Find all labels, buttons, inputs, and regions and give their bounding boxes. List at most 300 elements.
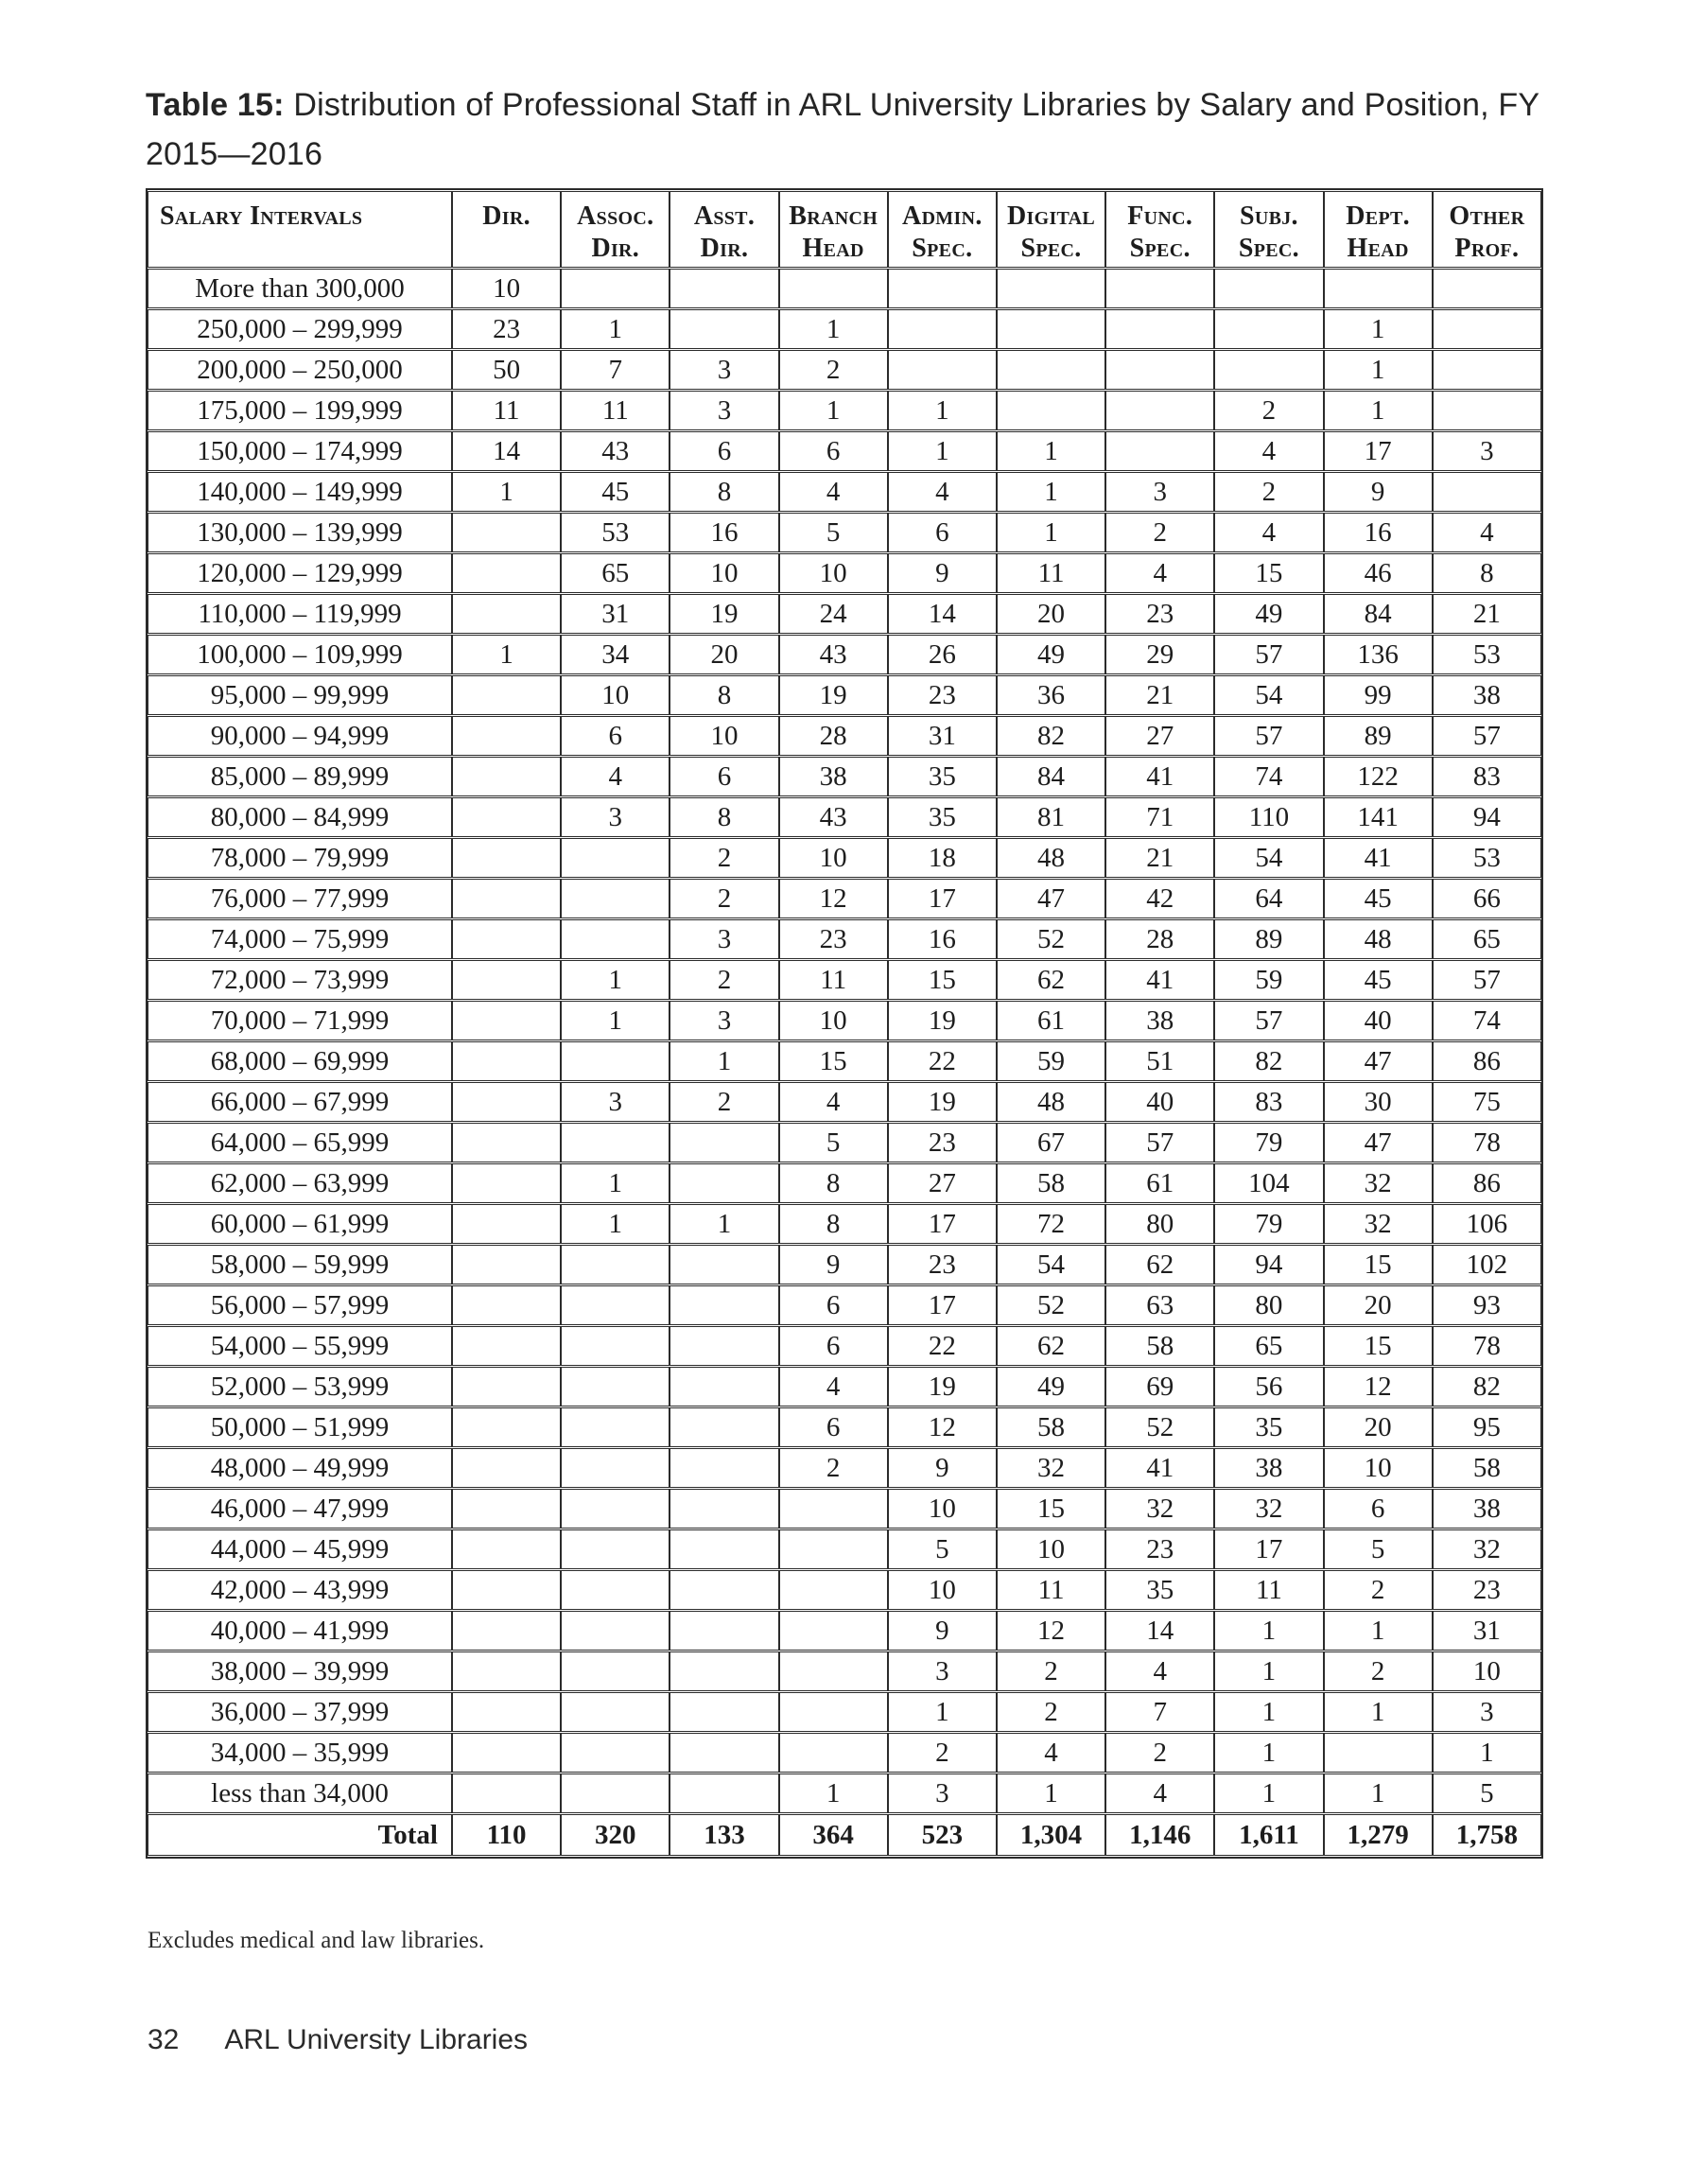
- count-cell: 16: [1324, 513, 1433, 552]
- count-cell: 3: [670, 391, 778, 430]
- count-cell: [452, 1448, 561, 1488]
- table-row: [148, 1123, 1541, 1162]
- count-cell: 1: [1324, 1773, 1433, 1813]
- count-cell: 43: [779, 635, 888, 674]
- salary-interval-cell: 48,000 – 49,999: [148, 1448, 452, 1488]
- count-cell: 21: [1105, 675, 1214, 715]
- count-cell: 74: [1214, 757, 1323, 796]
- salary-interval-cell: 95,000 – 99,999: [148, 675, 452, 715]
- count-cell: [452, 1529, 561, 1569]
- count-cell: [452, 960, 561, 1000]
- table-row: [148, 1773, 1541, 1813]
- count-cell: 11: [1214, 1570, 1323, 1610]
- table-row: [148, 1692, 1541, 1732]
- table-row: [148, 309, 1541, 349]
- count-cell: 10: [561, 675, 670, 715]
- count-cell: [561, 1611, 670, 1651]
- salary-interval-cell: 68,000 – 69,999: [148, 1041, 452, 1081]
- count-cell: 8: [670, 797, 778, 837]
- count-cell: [670, 1326, 778, 1366]
- count-cell: 17: [888, 1204, 997, 1244]
- count-cell: 4: [1433, 513, 1541, 552]
- count-cell: 1: [561, 309, 670, 349]
- count-cell: 10: [452, 269, 561, 308]
- table-row: [148, 1611, 1541, 1651]
- count-cell: [1433, 350, 1541, 390]
- salary-interval-cell: 38,000 – 39,999: [148, 1651, 452, 1691]
- count-cell: 11: [997, 553, 1105, 593]
- count-cell: 48: [997, 1082, 1105, 1122]
- count-cell: 11: [779, 960, 888, 1000]
- count-cell: 57: [1214, 635, 1323, 674]
- count-cell: 9: [1324, 472, 1433, 512]
- count-cell: 12: [997, 1611, 1105, 1651]
- count-cell: 72: [997, 1204, 1105, 1244]
- total-value-cell: 1,146: [1105, 1814, 1214, 1856]
- count-cell: 62: [997, 1326, 1105, 1366]
- count-cell: 17: [1324, 431, 1433, 471]
- count-cell: 83: [1214, 1082, 1323, 1122]
- table-header: [148, 191, 1541, 268]
- count-cell: 32: [1433, 1529, 1541, 1569]
- count-cell: 1: [1433, 1733, 1541, 1773]
- count-cell: 10: [779, 553, 888, 593]
- count-cell: 41: [1105, 960, 1214, 1000]
- count-cell: 81: [997, 797, 1105, 837]
- count-cell: 23: [1433, 1570, 1541, 1610]
- count-cell: 52: [997, 1285, 1105, 1325]
- count-cell: 20: [1324, 1407, 1433, 1447]
- column-header-salary-intervals: Salary Intervals: [148, 191, 452, 268]
- count-cell: 23: [452, 309, 561, 349]
- count-cell: 2: [1214, 472, 1323, 512]
- count-cell: 4: [561, 757, 670, 796]
- salary-interval-cell: 56,000 – 57,999: [148, 1285, 452, 1325]
- count-cell: 86: [1433, 1041, 1541, 1081]
- count-cell: [561, 838, 670, 878]
- salary-interval-cell: 130,000 – 139,999: [148, 513, 452, 552]
- count-cell: [561, 1326, 670, 1366]
- count-cell: 10: [1433, 1651, 1541, 1691]
- table-row: [148, 1651, 1541, 1691]
- total-row: [148, 1814, 1541, 1856]
- count-cell: 1: [561, 1163, 670, 1203]
- column-header: Dir.: [452, 191, 561, 268]
- count-cell: 51: [1105, 1041, 1214, 1081]
- table-row: [148, 716, 1541, 756]
- count-cell: 10: [888, 1489, 997, 1529]
- count-cell: [452, 1041, 561, 1081]
- count-cell: [561, 269, 670, 308]
- total-value-cell: 523: [888, 1814, 997, 1856]
- count-cell: 62: [997, 960, 1105, 1000]
- salary-interval-cell: less than 34,000: [148, 1773, 452, 1813]
- count-cell: 93: [1433, 1285, 1541, 1325]
- count-cell: 80: [1214, 1285, 1323, 1325]
- count-cell: 3: [888, 1651, 997, 1691]
- count-cell: 5: [888, 1529, 997, 1569]
- count-cell: [561, 1367, 670, 1406]
- count-cell: 1: [670, 1204, 778, 1244]
- table-footnote: Excludes medical and law libraries.: [148, 1928, 485, 1953]
- count-cell: 57: [1214, 1001, 1323, 1040]
- count-cell: [561, 879, 670, 918]
- count-cell: [1214, 269, 1323, 308]
- count-cell: [1105, 269, 1214, 308]
- total-value-cell: 1,279: [1324, 1814, 1433, 1856]
- count-cell: 2: [997, 1692, 1105, 1732]
- column-header: Asst. Dir.: [670, 191, 778, 268]
- count-cell: 2: [888, 1733, 997, 1773]
- count-cell: 1: [561, 1001, 670, 1040]
- count-cell: [452, 1489, 561, 1529]
- count-cell: 6: [779, 1326, 888, 1366]
- count-cell: [452, 838, 561, 878]
- page-number: 32: [148, 2024, 180, 2055]
- page-footer: [148, 2024, 528, 2056]
- count-cell: 6: [1324, 1489, 1433, 1529]
- count-cell: 1: [1324, 350, 1433, 390]
- count-cell: 43: [561, 431, 670, 471]
- count-cell: 3: [561, 1082, 670, 1122]
- count-cell: 6: [779, 431, 888, 471]
- count-cell: 47: [1324, 1041, 1433, 1081]
- count-cell: 23: [888, 1245, 997, 1284]
- count-cell: 1: [997, 472, 1105, 512]
- count-cell: 1: [997, 1773, 1105, 1813]
- salary-interval-cell: 78,000 – 79,999: [148, 838, 452, 878]
- count-cell: 65: [1214, 1326, 1323, 1366]
- count-cell: 50: [452, 350, 561, 390]
- table-row: [148, 797, 1541, 837]
- count-cell: 4: [1105, 553, 1214, 593]
- count-cell: 54: [1214, 675, 1323, 715]
- count-cell: 89: [1214, 919, 1323, 959]
- count-cell: 1: [1214, 1692, 1323, 1732]
- count-cell: 58: [1105, 1326, 1214, 1366]
- count-cell: 35: [888, 797, 997, 837]
- count-cell: 6: [670, 757, 778, 796]
- count-cell: [779, 1733, 888, 1773]
- count-cell: 3: [561, 797, 670, 837]
- count-cell: 48: [1324, 919, 1433, 959]
- count-cell: [452, 1001, 561, 1040]
- table-row: [148, 1326, 1541, 1366]
- table-row: [148, 635, 1541, 674]
- count-cell: 106: [1433, 1204, 1541, 1244]
- count-cell: 5: [779, 513, 888, 552]
- table-body: [148, 269, 1541, 1856]
- count-cell: [888, 350, 997, 390]
- table-row: [148, 1204, 1541, 1244]
- count-cell: [452, 879, 561, 918]
- count-cell: 110: [1214, 797, 1323, 837]
- table-row: [148, 1407, 1541, 1447]
- column-header: Digital Spec.: [997, 191, 1105, 268]
- count-cell: [452, 1245, 561, 1284]
- count-cell: [1324, 269, 1433, 308]
- count-cell: 84: [1324, 594, 1433, 634]
- count-cell: 3: [888, 1773, 997, 1813]
- count-cell: 84: [997, 757, 1105, 796]
- count-cell: 57: [1214, 716, 1323, 756]
- count-cell: 59: [1214, 960, 1323, 1000]
- salary-interval-cell: 40,000 – 41,999: [148, 1611, 452, 1651]
- total-value-cell: 1,611: [1214, 1814, 1323, 1856]
- count-cell: 2: [1324, 1651, 1433, 1691]
- count-cell: [670, 1773, 778, 1813]
- count-cell: 4: [1214, 513, 1323, 552]
- count-cell: 35: [888, 757, 997, 796]
- count-cell: 10: [670, 716, 778, 756]
- count-cell: [561, 1651, 670, 1691]
- count-cell: 2: [670, 879, 778, 918]
- count-cell: [452, 1123, 561, 1162]
- count-cell: 52: [997, 919, 1105, 959]
- count-cell: 40: [1324, 1001, 1433, 1040]
- count-cell: 2: [779, 1448, 888, 1488]
- count-cell: 4: [1105, 1651, 1214, 1691]
- count-cell: 46: [1324, 553, 1433, 593]
- count-cell: 82: [997, 716, 1105, 756]
- count-cell: 99: [1324, 675, 1433, 715]
- count-cell: 59: [997, 1041, 1105, 1081]
- table-row: [148, 879, 1541, 918]
- table-row: [148, 1163, 1541, 1203]
- count-cell: 1: [997, 513, 1105, 552]
- count-cell: [670, 1692, 778, 1732]
- count-cell: [1433, 269, 1541, 308]
- count-cell: 54: [997, 1245, 1105, 1284]
- count-cell: 61: [997, 1001, 1105, 1040]
- count-cell: 58: [997, 1163, 1105, 1203]
- count-cell: [452, 513, 561, 552]
- count-cell: 2: [670, 838, 778, 878]
- column-header: Branch Head: [779, 191, 888, 268]
- total-label-cell: Total: [148, 1814, 452, 1856]
- count-cell: 16: [888, 919, 997, 959]
- salary-interval-cell: 34,000 – 35,999: [148, 1733, 452, 1773]
- count-cell: 17: [888, 1285, 997, 1325]
- count-cell: [670, 1489, 778, 1529]
- count-cell: 53: [1433, 635, 1541, 674]
- count-cell: 31: [1433, 1611, 1541, 1651]
- count-cell: [997, 269, 1105, 308]
- count-cell: 19: [779, 675, 888, 715]
- count-cell: 12: [779, 879, 888, 918]
- count-cell: [561, 1773, 670, 1813]
- count-cell: 38: [1105, 1001, 1214, 1040]
- count-cell: 6: [670, 431, 778, 471]
- count-cell: 15: [779, 1041, 888, 1081]
- count-cell: [452, 1407, 561, 1447]
- count-cell: 22: [888, 1041, 997, 1081]
- count-cell: [561, 1285, 670, 1325]
- count-cell: [779, 269, 888, 308]
- salary-interval-cell: 100,000 – 109,999: [148, 635, 452, 674]
- total-value-cell: 1,758: [1433, 1814, 1541, 1856]
- count-cell: 61: [1105, 1163, 1214, 1203]
- count-cell: 10: [1324, 1448, 1433, 1488]
- salary-interval-cell: 74,000 – 75,999: [148, 919, 452, 959]
- total-value-cell: 133: [670, 1814, 778, 1856]
- count-cell: 17: [1214, 1529, 1323, 1569]
- count-cell: 122: [1324, 757, 1433, 796]
- table-row: [148, 350, 1541, 390]
- count-cell: 3: [1105, 472, 1214, 512]
- count-cell: 1: [997, 431, 1105, 471]
- count-cell: 9: [888, 1448, 997, 1488]
- count-cell: 10: [670, 553, 778, 593]
- count-cell: [779, 1611, 888, 1651]
- count-cell: 20: [1324, 1285, 1433, 1325]
- count-cell: 66: [1433, 879, 1541, 918]
- count-cell: 8: [1433, 553, 1541, 593]
- count-cell: 28: [1105, 919, 1214, 959]
- count-cell: 89: [1324, 716, 1433, 756]
- count-cell: 65: [1433, 919, 1541, 959]
- column-header: Other Prof.: [1433, 191, 1541, 268]
- count-cell: 19: [888, 1001, 997, 1040]
- count-cell: 79: [1214, 1204, 1323, 1244]
- count-cell: 22: [888, 1326, 997, 1366]
- count-cell: 94: [1214, 1245, 1323, 1284]
- count-cell: [452, 594, 561, 634]
- salary-interval-cell: 52,000 – 53,999: [148, 1367, 452, 1406]
- count-cell: 8: [779, 1204, 888, 1244]
- count-cell: 2: [670, 960, 778, 1000]
- count-cell: [1433, 472, 1541, 512]
- count-cell: 5: [779, 1123, 888, 1162]
- count-cell: [670, 1123, 778, 1162]
- count-cell: [561, 1407, 670, 1447]
- count-cell: 18: [888, 838, 997, 878]
- count-cell: 32: [1324, 1204, 1433, 1244]
- count-cell: 104: [1214, 1163, 1323, 1203]
- salary-interval-cell: 54,000 – 55,999: [148, 1326, 452, 1366]
- salary-interval-cell: 46,000 – 47,999: [148, 1489, 452, 1529]
- column-header: Admin. Spec.: [888, 191, 997, 268]
- count-cell: 15: [1324, 1326, 1433, 1366]
- count-cell: 20: [670, 635, 778, 674]
- count-cell: [452, 919, 561, 959]
- count-cell: 38: [1433, 1489, 1541, 1529]
- count-cell: 1: [1324, 309, 1433, 349]
- salary-interval-cell: 150,000 – 174,999: [148, 431, 452, 471]
- count-cell: 47: [1324, 1123, 1433, 1162]
- count-cell: [452, 1326, 561, 1366]
- count-cell: 54: [1214, 838, 1323, 878]
- count-cell: [452, 675, 561, 715]
- count-cell: 58: [1433, 1448, 1541, 1488]
- count-cell: 49: [1214, 594, 1323, 634]
- count-cell: 38: [1433, 675, 1541, 715]
- table-number-label: Table 15:: [146, 87, 285, 123]
- count-cell: 38: [1214, 1448, 1323, 1488]
- count-cell: 9: [888, 553, 997, 593]
- salary-interval-cell: 140,000 – 149,999: [148, 472, 452, 512]
- count-cell: 1: [561, 1204, 670, 1244]
- count-cell: [561, 1733, 670, 1773]
- count-cell: [452, 1611, 561, 1651]
- count-cell: 23: [888, 1123, 997, 1162]
- count-cell: 78: [1433, 1123, 1541, 1162]
- table-row: [148, 838, 1541, 878]
- salary-interval-cell: 64,000 – 65,999: [148, 1123, 452, 1162]
- count-cell: [452, 1367, 561, 1406]
- table-row: [148, 431, 1541, 471]
- count-cell: [670, 1407, 778, 1447]
- count-cell: 19: [888, 1082, 997, 1122]
- count-cell: 57: [1433, 716, 1541, 756]
- table-row: [148, 472, 1541, 512]
- table-row: [148, 1489, 1541, 1529]
- count-cell: 1: [452, 635, 561, 674]
- count-cell: 1: [888, 431, 997, 471]
- salary-interval-cell: 70,000 – 71,999: [148, 1001, 452, 1040]
- count-cell: [1214, 350, 1323, 390]
- count-cell: 10: [888, 1570, 997, 1610]
- count-cell: 1: [779, 391, 888, 430]
- salary-interval-cell: 36,000 – 37,999: [148, 1692, 452, 1732]
- count-cell: 5: [1324, 1529, 1433, 1569]
- count-cell: 23: [1105, 594, 1214, 634]
- count-cell: [1105, 350, 1214, 390]
- count-cell: 7: [1105, 1692, 1214, 1732]
- count-cell: 4: [779, 1367, 888, 1406]
- count-cell: 1: [888, 391, 997, 430]
- count-cell: 43: [779, 797, 888, 837]
- count-cell: 48: [997, 838, 1105, 878]
- count-cell: [779, 1489, 888, 1529]
- count-cell: 24: [779, 594, 888, 634]
- table-row: [148, 1367, 1541, 1406]
- count-cell: [779, 1692, 888, 1732]
- salary-interval-cell: 72,000 – 73,999: [148, 960, 452, 1000]
- salary-interval-cell: 90,000 – 94,999: [148, 716, 452, 756]
- count-cell: [561, 1245, 670, 1284]
- salary-interval-cell: 76,000 – 77,999: [148, 879, 452, 918]
- count-cell: [888, 309, 997, 349]
- count-cell: 86: [1433, 1163, 1541, 1203]
- table-row: [148, 1733, 1541, 1773]
- column-header: Assoc. Dir.: [561, 191, 670, 268]
- count-cell: 1: [779, 309, 888, 349]
- column-header: Subj. Spec.: [1214, 191, 1323, 268]
- count-cell: 58: [997, 1407, 1105, 1447]
- salary-distribution-table: [146, 188, 1543, 1859]
- count-cell: 27: [888, 1163, 997, 1203]
- count-cell: 45: [1324, 960, 1433, 1000]
- header-row: [148, 191, 1541, 268]
- table-row: [148, 1529, 1541, 1569]
- count-cell: 75: [1433, 1082, 1541, 1122]
- count-cell: 57: [1105, 1123, 1214, 1162]
- table-row: [148, 553, 1541, 593]
- count-cell: 36: [997, 675, 1105, 715]
- total-value-cell: 364: [779, 1814, 888, 1856]
- count-cell: 38: [779, 757, 888, 796]
- count-cell: [670, 1448, 778, 1488]
- count-cell: 67: [997, 1123, 1105, 1162]
- count-cell: 82: [1214, 1041, 1323, 1081]
- count-cell: 4: [1105, 1773, 1214, 1813]
- count-cell: 28: [779, 716, 888, 756]
- count-cell: 62: [1105, 1245, 1214, 1284]
- count-cell: 31: [888, 716, 997, 756]
- count-cell: 57: [1433, 960, 1541, 1000]
- count-cell: [452, 716, 561, 756]
